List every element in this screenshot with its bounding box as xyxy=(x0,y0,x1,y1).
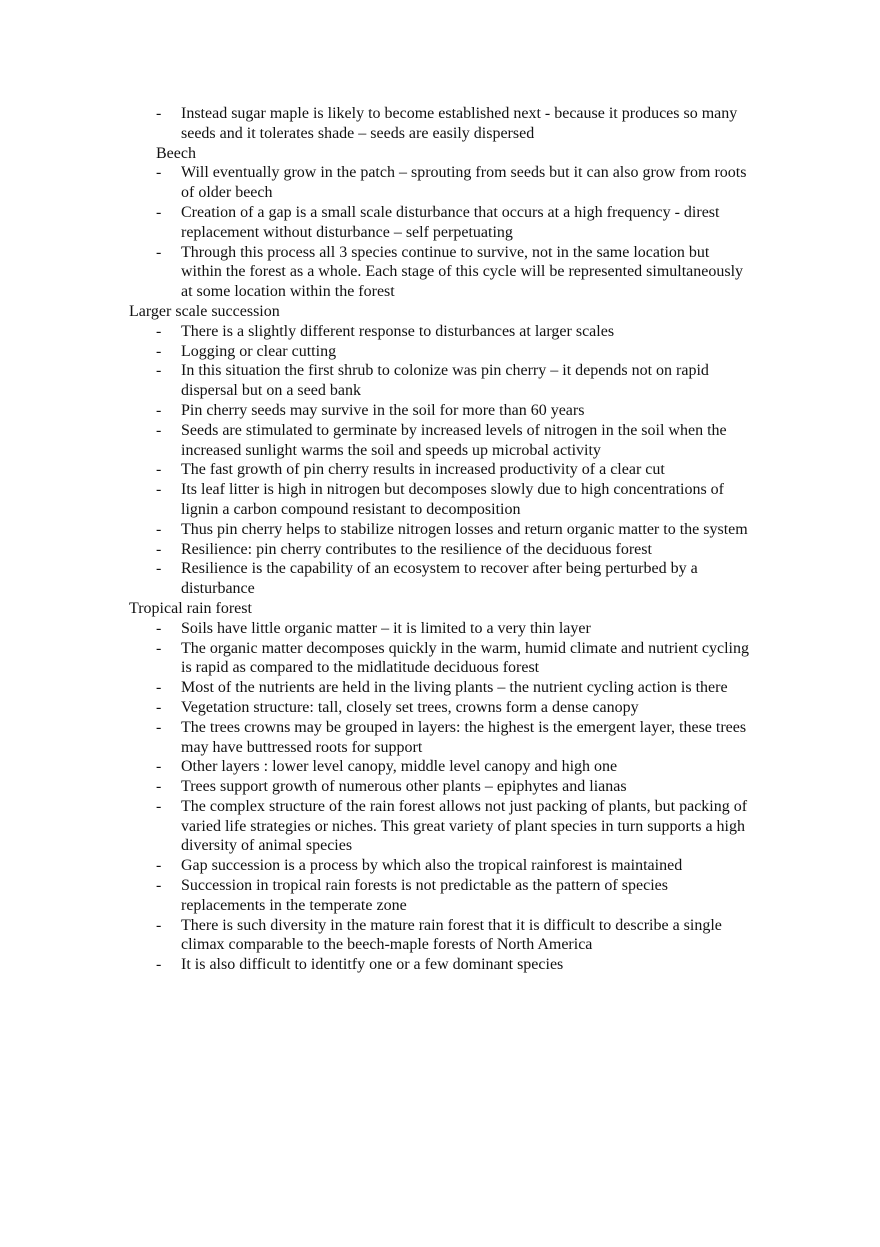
bullet-item: - There is such diversity in the mature rain forest that it is difficult to describe a single climax comparable to the beech-maple forests of North America xyxy=(156,916,722,954)
bullet-text: It is also difficult to identitfy one or a few dominant species xyxy=(181,956,564,974)
bullet-item: - There is a slightly different response to disturbances at larger scales xyxy=(156,322,615,340)
bullet-item: - The organic matter decomposes quickly in the warm, humid climate and nutrient cycling is rapid as compared to the midlatitude deciduous forest xyxy=(156,639,749,677)
bullet-text: Other layers : lower level canopy, middle level canopy and high one xyxy=(181,758,618,776)
bullet-item: - The fast growth of pin cherry results in increased productivity of a clear cut xyxy=(156,461,665,479)
bullet-text: Will eventually grow in the patch – sprouting from seeds but it can also grow from roots of older beech xyxy=(181,164,747,202)
document-body xyxy=(129,104,769,975)
bullet-item: - The trees crowns may be grouped in layers: the highest is the emergent layer, these trees may have buttressed roots for support xyxy=(156,718,747,756)
bullet-item: - Trees support growth of numerous other plants – epiphytes and lianas xyxy=(156,778,627,796)
bullet-text: Gap succession is a process by which also the tropical rainforest is maintained xyxy=(181,857,683,875)
bullet-item: - Thus pin cherry helps to stabilize nitrogen losses and return organic matter to the system xyxy=(156,520,748,538)
bullet-text: In this situation the first shrub to colonize was pin cherry – it depends not on rapid dispersal but on a seed bank xyxy=(181,362,709,400)
bullet-text: The trees crowns may be grouped in layers: the highest is the emergent layer, these trees may have buttressed roots for support xyxy=(181,718,747,756)
bullet-item: - Through this process all 3 species continue to survive, not in the same location but within the forest as a whole. Each stage of this cycle will be represented simultaneously at some location within the forest xyxy=(156,243,744,301)
bullet-text: The organic matter decomposes quickly in the warm, humid climate and nutrient cycling is rapid as compared to the midlatitude deciduous forest xyxy=(181,639,749,677)
bullet-text: Resilience: pin cherry contributes to the resilience of the deciduous forest xyxy=(181,540,652,558)
bullet-item: - It is also difficult to identitfy one or a few dominant species xyxy=(156,956,564,974)
bullet-text: The complex structure of the rain forest allows not just packing of plants, but packing of varied life strategies or niches. This great variety of plant species in turn supports a high diversity of animal species xyxy=(181,797,748,855)
bullet-item: - Vegetation structure: tall, closely set trees, crowns form a dense canopy xyxy=(156,698,639,716)
bullet-text: Most of the nutrients are held in the living plants – the nutrient cycling action is there xyxy=(181,679,728,697)
bullet-text: Pin cherry seeds may survive in the soil for more than 60 years xyxy=(181,401,585,419)
bullet-item: - Resilience is the capability of an ecosystem to recover after being perturbed by a disturbance xyxy=(156,560,698,598)
bullet-item: - Succession in tropical rain forests is not predictable as the pattern of species replacements in the temperate zone xyxy=(156,877,668,914)
bullet-text: Seeds are stimulated to germinate by increased levels of nitrogen in the soil when the increased sunlight warms the soil and speeds up microbal activity xyxy=(181,421,727,459)
bullet-item: - The complex structure of the rain forest allows not just packing of plants, but packing of varied life strategies or niches. This great variety of plant species in turn supports a high diversity of animal species xyxy=(156,797,748,855)
bullet-text: Its leaf litter is high in nitrogen but decomposes slowly due to high concentrations of lignin a carbon compound resistant to decomposition xyxy=(181,481,725,518)
bullet-item: - Instead sugar maple is likely to become established next - because it produces so many seeds and it tolerates shade – seeds are easily dispersed xyxy=(156,105,738,142)
bullet-item: - In this situation the first shrub to colonize was pin cherry – it depends not on rapid dispersal but on a seed bank xyxy=(156,362,709,400)
bullet-text: There is such diversity in the mature rain forest that it is difficult to describe a single climax comparable to the beech-maple forests of North America xyxy=(181,916,722,954)
bullet-item: - Most of the nutrients are held in the living plants – the nutrient cycling action is there xyxy=(156,679,728,697)
bullet-item: - Pin cherry seeds may survive in the soil for more than 60 years xyxy=(156,401,585,419)
bullet-text: Soils have little organic matter – it is limited to a very thin layer xyxy=(181,619,591,637)
bullet-text: The fast growth of pin cherry results in increased productivity of a clear cut xyxy=(181,461,665,479)
bullet-item: - Seeds are stimulated to germinate by increased levels of nitrogen in the soil when the increased sunlight warms the soil and speeds up microbal activity xyxy=(156,421,727,459)
bullet-item: - Soils have little organic matter – it is limited to a very thin layer xyxy=(156,619,591,637)
bullet-text: Through this process all 3 species continue to survive, not in the same location but within the forest as a whole. Each stage of this cycle will be represented simultaneously at some location within the forest xyxy=(181,243,744,301)
bullet-text: Logging or clear cutting xyxy=(181,342,337,360)
bullet-text: Succession in tropical rain forests is not predictable as the pattern of species replacements in the temperate zone xyxy=(181,877,668,914)
bullet-text: Thus pin cherry helps to stabilize nitrogen losses and return organic matter to the system xyxy=(181,520,748,538)
bullet-item: - Creation of a gap is a small scale disturbance that occurs at a high frequency - direst replacement without disturbance – self perpetuating xyxy=(156,203,720,241)
section-heading-beech: Beech xyxy=(156,144,196,162)
bullet-item: - Resilience: pin cherry contributes to the resilience of the deciduous forest xyxy=(156,540,652,558)
bullet-item: - Will eventually grow in the patch – sprouting from seeds but it can also grow from roots of older beech xyxy=(156,164,747,202)
bullet-item: - Gap succession is a process by which also the tropical rainforest is maintained xyxy=(156,857,683,875)
section-heading-tropical: Tropical rain forest xyxy=(129,599,252,617)
bullet-text: Vegetation structure: tall, closely set trees, crowns form a dense canopy xyxy=(181,698,639,716)
section-heading-larger-scale: Larger scale succession xyxy=(129,302,280,320)
bullet-text: There is a slightly different response to disturbances at larger scales xyxy=(181,322,615,340)
bullet-text: Instead sugar maple is likely to become established next - because it produces so many seeds and it tolerates shade – seeds are easily dispersed xyxy=(181,105,738,142)
bullet-text: Creation of a gap is a small scale disturbance that occurs at a high frequency - direst replacement without disturbance – self perpetuating xyxy=(181,203,720,241)
bullet-item: - Its leaf litter is high in nitrogen but decomposes slowly due to high concentrations of lignin a carbon compound resistant to decomposition xyxy=(156,481,725,518)
bullet-item: - Logging or clear cutting xyxy=(156,342,337,360)
bullet-text: Resilience is the capability of an ecosystem to recover after being perturbed by a disturbance xyxy=(181,560,698,598)
bullet-text: Trees support growth of numerous other plants – epiphytes and lianas xyxy=(181,778,627,796)
bullet-item: - Other layers : lower level canopy, middle level canopy and high one xyxy=(156,758,618,776)
